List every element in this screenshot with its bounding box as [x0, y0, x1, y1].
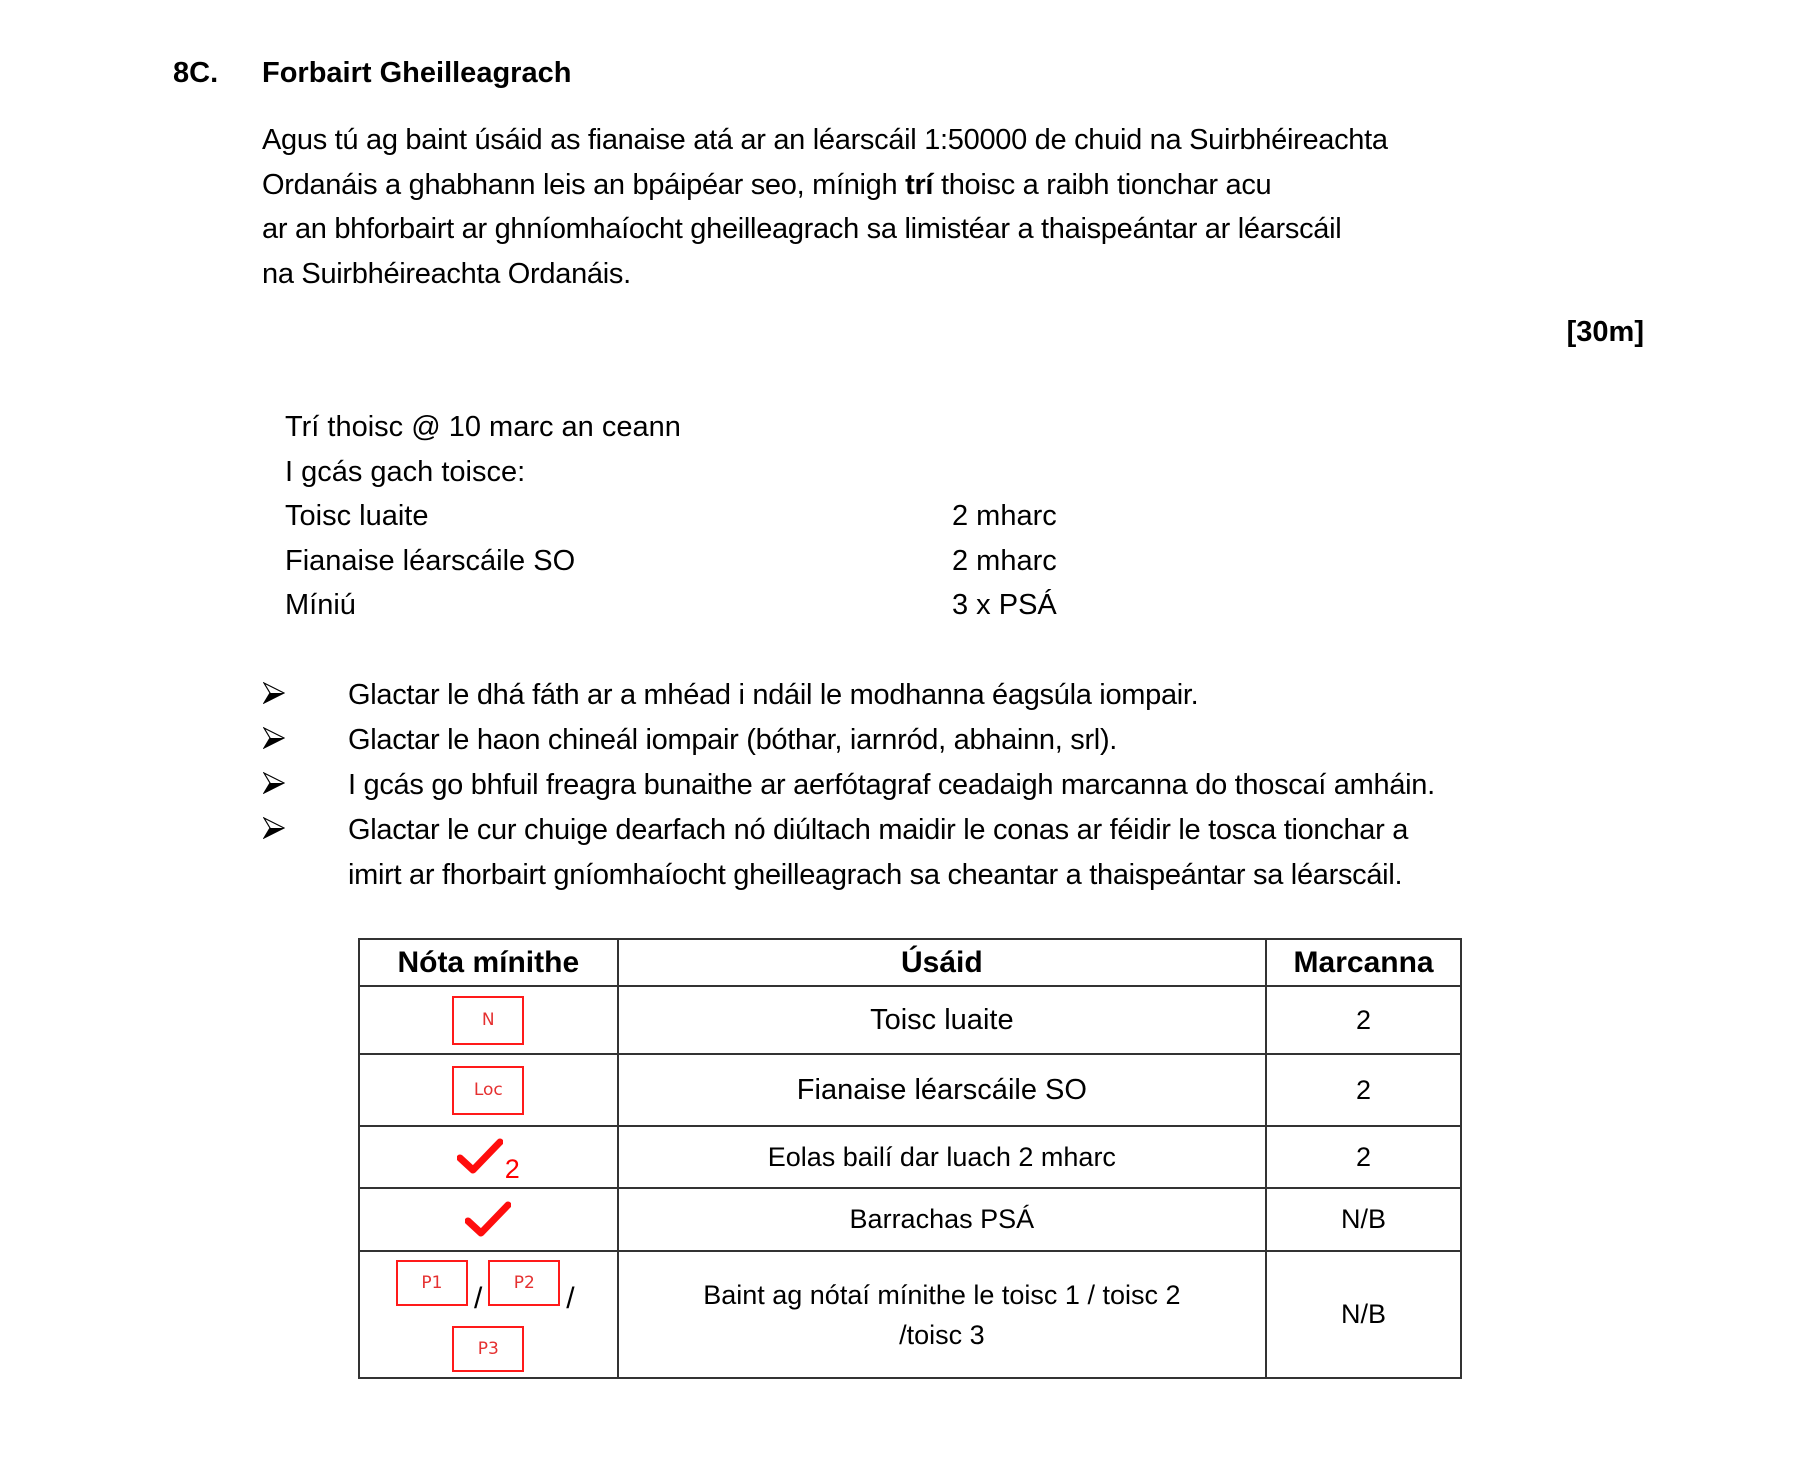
list-item: [263, 808, 1435, 898]
scheme-row-label: Toisc luaite: [285, 500, 429, 533]
notes-list: [263, 673, 1435, 898]
usage-cell: Toisc luaite: [618, 986, 1267, 1054]
marks-cell: 2: [1266, 986, 1461, 1054]
arrow-bullet-icon: [263, 727, 285, 749]
question-title: Forbairt Gheilleagrach: [262, 57, 572, 89]
text: Ordanáis a ghabhann leis an bpáipéar seo, mínigh: [262, 168, 906, 201]
marks-cell: N/B: [1266, 1188, 1461, 1251]
scheme-row-label: Míniú: [285, 589, 356, 622]
scheme-row-value: 2 mharc: [952, 544, 1057, 577]
list-item: [263, 763, 1435, 808]
scheme-subhead-text: I gcás gach toisce:: [285, 455, 526, 488]
usage-cell: Fianaise léarscáile SO: [618, 1054, 1267, 1126]
text: na Suirbhéireachta Ordanáis.: [262, 257, 631, 290]
table-row: [359, 1126, 1461, 1188]
question-paragraph: [262, 118, 1388, 296]
header-usage: Úsáid: [618, 939, 1267, 986]
question-number: 8C.: [173, 57, 219, 89]
scheme-row-value: 3 x PSÁ: [952, 589, 1057, 622]
usage-cell: Eolas bailí dar luach 2 mharc: [618, 1126, 1267, 1188]
text: thoisc a raibh tionchar acu: [933, 168, 1272, 201]
emphasis-tri: trí: [905, 168, 934, 201]
table-row: [359, 1188, 1461, 1251]
usage-cell: [618, 1251, 1267, 1378]
table-header-row: [359, 939, 1461, 986]
table-row: [359, 1054, 1461, 1126]
marks-cell: N/B: [1266, 1251, 1461, 1378]
paragraph-line: [262, 118, 1388, 163]
paragraph-line: [262, 207, 1388, 252]
annotation-cell: [359, 1126, 618, 1188]
text: ar an bhforbairt ar ghníomhaíocht gheilleagrach sa limistéar a thaispeántar ar léarscáil: [262, 213, 1342, 246]
tick-subscript: 2: [504, 1154, 520, 1185]
annotation-cell: [359, 1251, 618, 1378]
separator: /: [473, 1281, 483, 1315]
arrow-bullet-icon: [263, 772, 285, 794]
annotation-table: [358, 938, 1462, 1379]
red-check-icon: [465, 1201, 511, 1239]
separator: /: [566, 1281, 575, 1315]
p1-annotation-icon: P1: [396, 1260, 468, 1306]
marks-cell: 2: [1266, 1054, 1461, 1126]
table-row: [359, 986, 1461, 1054]
usage-line: /toisc 3: [899, 1319, 985, 1350]
note-text: Glactar le dhá fáth ar a mhéad i ndáil le modhanna éagsúla iompair.: [348, 679, 1199, 711]
note-text: imirt ar fhorbairt gníomhaíocht gheilleagrach sa cheantar a thaispeántar sa léarscáil.: [348, 859, 1403, 891]
usage-cell: Barrachas PSÁ: [618, 1188, 1267, 1251]
paragraph-line: [262, 252, 1388, 297]
p2-annotation-icon: P2: [488, 1260, 560, 1306]
p3-annotation-icon: P3: [452, 1326, 524, 1372]
annotation-cell: [359, 1054, 618, 1126]
scheme-row-value: 2 mharc: [952, 500, 1057, 533]
table-row: [359, 1251, 1461, 1378]
red-check-icon: [457, 1138, 503, 1176]
header-explanatory-note: Nóta mínithe: [359, 939, 618, 986]
list-item: [263, 718, 1435, 763]
note-text: Glactar le haon chineál iompair (bóthar, iarnród, abhainn, srl).: [348, 724, 1118, 756]
n-annotation-icon: N: [452, 996, 524, 1045]
note-text: I gcás go bhfuil freagra bunaithe ar aerfótagraf ceadaigh marcanna do thoscaí amháin.: [348, 769, 1435, 801]
annotation-cell: [359, 1188, 618, 1251]
arrow-bullet-icon: [263, 817, 285, 839]
arrow-bullet-icon: [263, 682, 285, 704]
list-item: [263, 673, 1435, 718]
paragraph-line: [262, 163, 1388, 208]
marks-cell: 2: [1266, 1126, 1461, 1188]
annotation-cell: [359, 986, 618, 1054]
scheme-row-label: Fianaise léarscáile SO: [285, 544, 576, 577]
tick-2-annotation: [457, 1138, 520, 1185]
note-text: Glactar le cur chuige dearfach nó diúltach maidir le conas ar féidir le tosca tionchar a: [348, 814, 1409, 846]
text: Agus tú ag baint úsáid as fianaise atá ar an léarscáil 1:50000 de chuid na Suirbhéireachta: [262, 124, 1388, 156]
total-marks: [30m]: [1566, 316, 1644, 348]
loc-annotation-icon: Loc: [452, 1066, 524, 1115]
scheme-intro-text: Trí thoisc @ 10 marc an ceann: [285, 411, 681, 443]
usage-line: Baint ag nótaí mínithe le toisc 1 / toisc 2: [703, 1279, 1181, 1310]
header-marks: Marcanna: [1266, 939, 1461, 986]
